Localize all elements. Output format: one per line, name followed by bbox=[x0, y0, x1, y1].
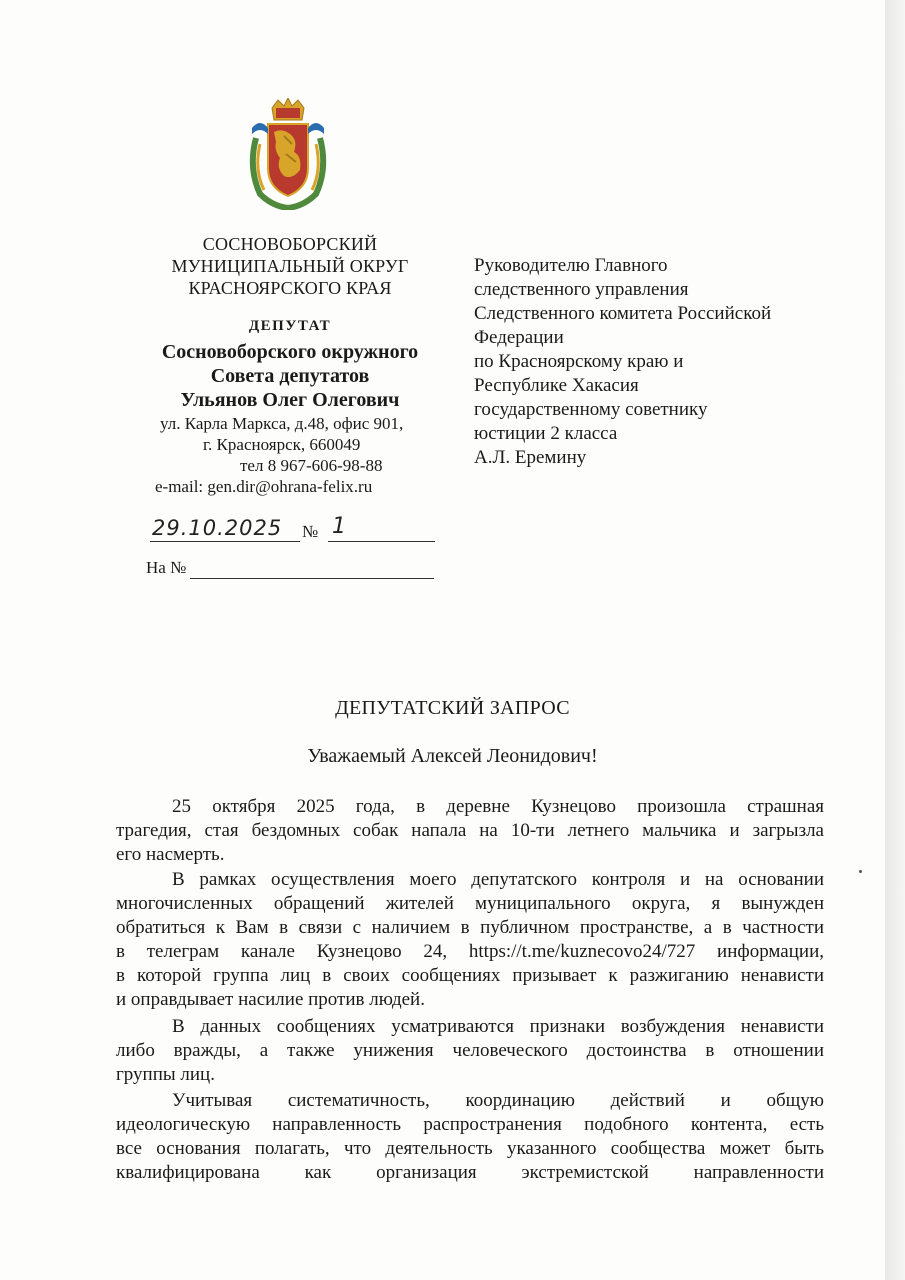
reply-reference-underline bbox=[190, 578, 434, 579]
handwritten-date: 29.10.2025 bbox=[152, 516, 283, 540]
body-line: в которой группа лиц в своих сообщениях призывает к разжиганию ненависти bbox=[116, 965, 824, 986]
recipient-line: следственного управления bbox=[474, 279, 689, 300]
recipient-line: Руководителю Главного bbox=[474, 255, 668, 276]
org-name-line-2: МУНИЦИПАЛЬНЫЙ ОКРУГ bbox=[171, 256, 409, 276]
deputy-title: ДЕПУТАТ bbox=[248, 318, 332, 334]
recipient-line: Республике Хакасия bbox=[474, 375, 639, 396]
body-line: все основания полагать, что деятельность указанного сообщества может быть bbox=[116, 1138, 824, 1159]
email: e-mail: gen.dir@ohrana-felix.ru bbox=[155, 477, 373, 496]
number-label: № bbox=[302, 522, 319, 541]
outgoing-date-number-line bbox=[150, 516, 435, 542]
org-name-line-3: КРАСНОЯРСКОГО КРАЯ bbox=[188, 278, 392, 298]
salutation: Уважаемый Алексей Леонидович! bbox=[307, 745, 598, 767]
body-line: многочисленных обращений жителей муниципального округа, я вынужден bbox=[116, 893, 824, 914]
scan-speck bbox=[859, 870, 862, 873]
recipient-name: А.Л. Еремину bbox=[474, 447, 587, 468]
body-line: и оправдывает насилие против людей. bbox=[116, 989, 425, 1010]
body-line: группы лиц. bbox=[116, 1064, 215, 1085]
date-underline bbox=[150, 541, 300, 542]
deputy-council-line-1: Сосновоборского окружного bbox=[161, 341, 419, 363]
body-line: Учитывая систематичность, координацию действий и общую bbox=[172, 1090, 824, 1111]
address-city: г. Красноярск, 660049 bbox=[203, 435, 361, 454]
body-line: трагедия, стая бездомных собак напала на 10-ти летнего мальчика и загрызла bbox=[116, 820, 824, 841]
deputy-name: Ульянов Олег Олегович bbox=[180, 389, 400, 411]
address-street: ул. Карла Маркса, д.48, офис 901, bbox=[160, 414, 404, 433]
reply-reference-label: На № bbox=[146, 558, 187, 577]
page-edge-shadow bbox=[885, 0, 905, 1280]
handwritten-number: 1 bbox=[332, 514, 346, 539]
body-line: В рамках осуществления моего депутатского контроля и на основании bbox=[172, 869, 824, 890]
recipient-line: юстиции 2 класса bbox=[474, 423, 618, 444]
org-name-line-1: СОСНОВОБОРСКИЙ bbox=[202, 234, 378, 254]
recipient-line: государственному советнику bbox=[474, 399, 708, 420]
body-line: обратиться к Вам в связи с наличием в публичном пространстве, а в частности bbox=[116, 917, 824, 938]
recipient-line: по Красноярскому краю и bbox=[474, 351, 684, 372]
document-title: ДЕПУТАТСКИЙ ЗАПРОС bbox=[335, 697, 570, 719]
krasnoyarsk-coat-of-arms-icon bbox=[246, 98, 330, 210]
recipient-line: Следственного комитета Российской bbox=[474, 303, 772, 324]
body-line: либо вражды, а также унижения человеческого достоинства в отношении bbox=[116, 1040, 824, 1061]
deputy-council-line-2: Совета депутатов bbox=[210, 365, 370, 387]
body-line: идеологическую направленность распространения подобного контента, есть bbox=[116, 1114, 824, 1135]
body-line: его насмерть. bbox=[116, 844, 225, 865]
body-line: в телеграм канале Кузнецово 24, https://t.me/kuznecovo24/727 информации, bbox=[116, 941, 824, 962]
reply-reference-line bbox=[146, 556, 436, 580]
recipient-line: Федерации bbox=[474, 327, 564, 348]
phone: тел 8 967-606-98-88 bbox=[240, 456, 383, 475]
number-underline bbox=[328, 541, 435, 542]
body-line: 25 октября 2025 года, в деревне Кузнецово произошла страшная bbox=[172, 796, 824, 817]
body-line: квалифицирована как организация экстремистской направленности bbox=[116, 1162, 824, 1183]
body-line: В данных сообщениях усматриваются признаки возбуждения ненависти bbox=[172, 1016, 824, 1037]
